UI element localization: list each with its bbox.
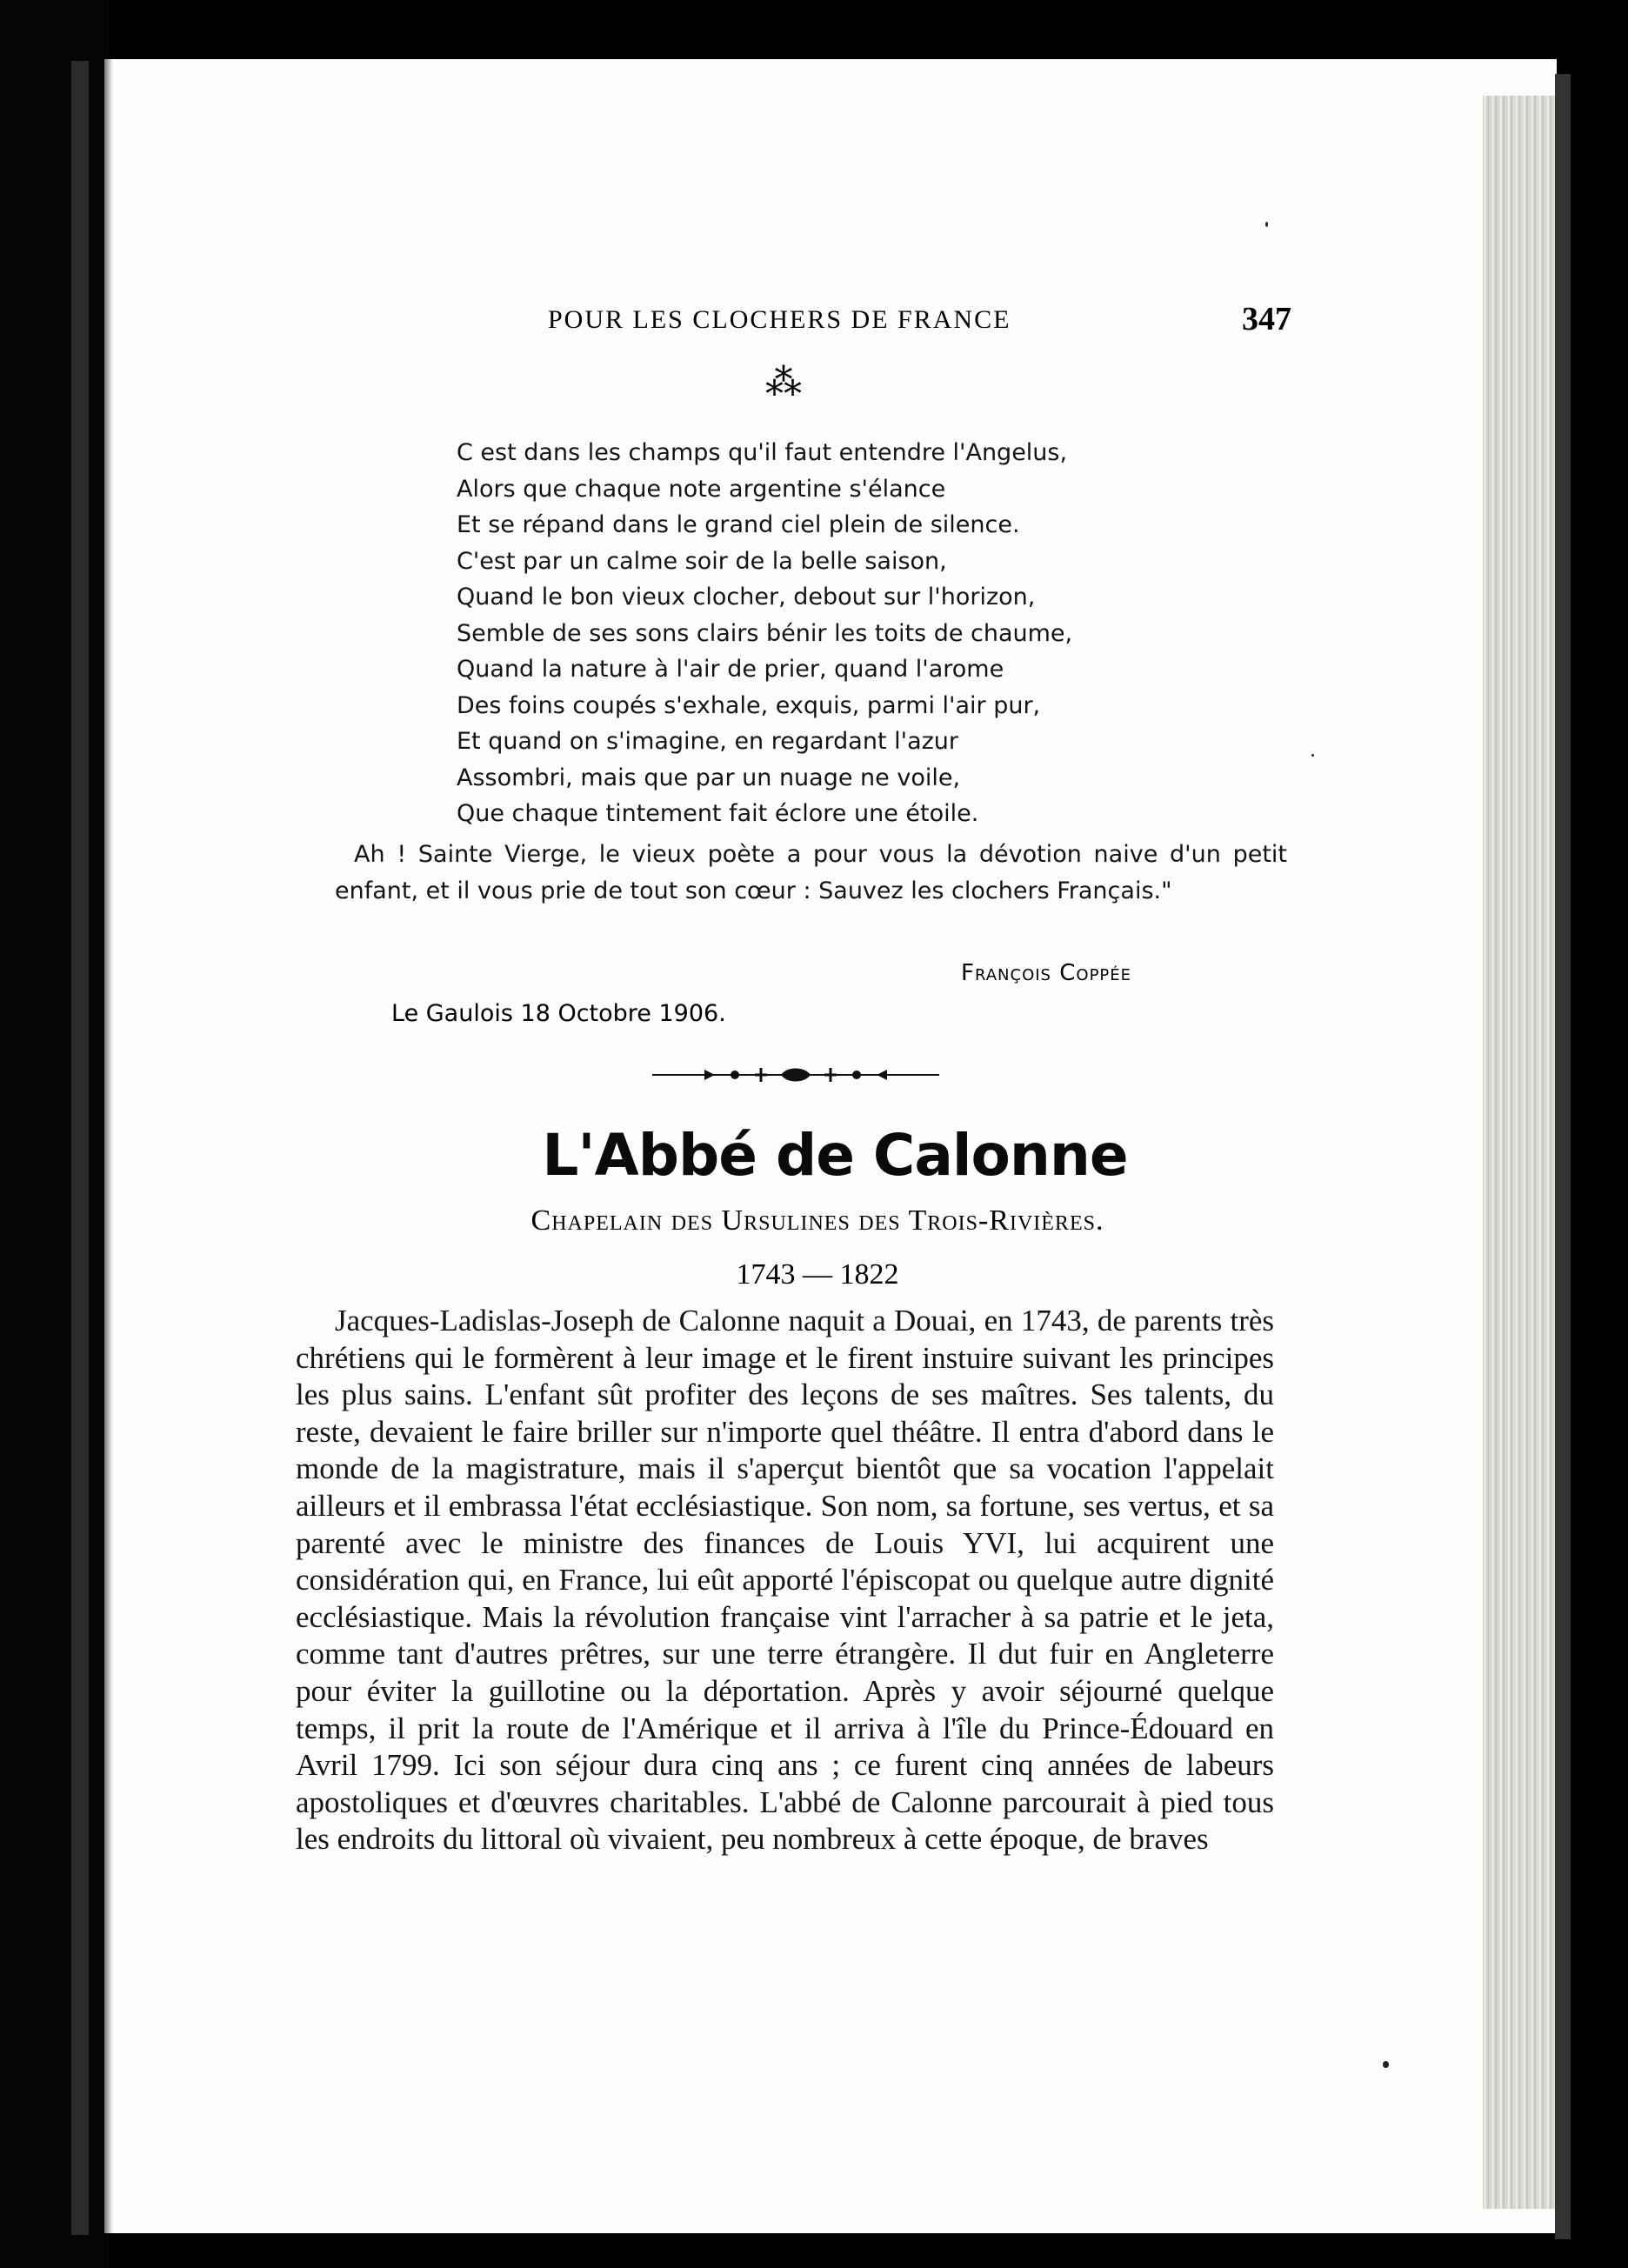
asterism-icon: ⁂ <box>765 364 798 404</box>
page-number: 347 <box>1242 301 1291 337</box>
page-stack-edges <box>1483 96 1561 2209</box>
decorative-rule-ornament-icon <box>652 1063 939 1087</box>
poem-line: Semble de ses sons clairs bénir les toits de chaume, <box>457 619 1073 647</box>
scan-speck <box>1311 754 1314 757</box>
poem-line: C est dans les champs qu'il faut entendre l'Angelus, <box>457 439 1068 466</box>
article-body: Jacques-Ladislas-Joseph de Calonne naquit a Douai, en 1743, de parents très chrétiens qui le formèrent à leur image et le firent instuire suivant les principes les plus sains. L'enfant sût profiter des leçons de ses maîtres. Ses talents, du reste, devaient le faire briller sur n'importe quel théâtre. Il entra d'abord dans le monde de la magistrature, mais il s'aperçut bientôt que sa vocation l'appelait ailleurs et il embrassa l'état ecclésiastique. Son nom, sa fortune, ses vertus, et sa parenté avec le ministre des finances de Louis YVI, lui acquirent une considération qui, en France, lui eût apporté l'épiscopat ou quelque autre dignité ecclésiastique. Mais la révolution française vint l'arracher à sa patrie et le jeta, comme tant d'autres prêtres, sur une terre étrangère. Il dut fuir en Angleterre pour éviter la guillotine ou la déportation. Après y avoir séjourné quelque temps, il prit la route de l'Amérique et il arriva à l'île du Prince-Édouard en Avril 1799. Ici son séjour dura cinq ans ; ce furent cinq années de labeurs apostoliques et d'œuvres charitables. L'abbé de Calonne parcourait à pied tous les endroits du littoral où vivaient, peu nombreux à cette époque, de braves <box>296 1304 1274 1857</box>
poem-line: Que chaque tintement fait éclore une étoile. <box>457 800 979 827</box>
poem-line: Assombri, mais que par un nuage ne voile, <box>457 764 961 791</box>
prose-paragraph: Ah ! Sainte Vierge, le vieux poète a pour vous la dévotion naive d'un petit enfant, et il vous prie de tout son cœur : Sauvez les clochers Français." <box>335 841 1287 904</box>
article-title: L'Abbé de Calonne <box>542 1122 1128 1189</box>
running-head <box>535 300 1291 352</box>
gutter-shadow <box>104 59 113 2233</box>
author-signature: François Coppée <box>961 960 1132 986</box>
scan-speck <box>1265 222 1268 227</box>
facing-page-edge <box>71 61 89 2235</box>
poem-line: Quand le bon vieux clocher, debout sur l'horizon, <box>457 584 1036 610</box>
scan-speck <box>1383 2061 1389 2068</box>
article-subtitle: Chapelain des Ursulines des Trois-Rivières. <box>530 1204 1104 1237</box>
poem-line: Et se répand dans le grand ciel plein de silence. <box>457 511 1020 538</box>
source-citation: Le Gaulois 18 Octobre 1906. <box>391 1000 726 1027</box>
poem <box>457 435 1170 832</box>
scan-background <box>0 0 109 2268</box>
poem-line: Alors que chaque note argentine s'élance <box>457 475 946 503</box>
page-edge-shadow <box>1555 74 1571 2239</box>
poem-line: Des foins coupés s'exhale, exquis, parmi l'air pur, <box>457 691 1041 719</box>
poem-line: C'est par un calme soir de la belle saison, <box>457 547 947 575</box>
poem-line: Quand la nature à l'air de prier, quand l'arome <box>457 656 1004 683</box>
article-dates: 1743 — 1822 <box>736 1258 899 1291</box>
poem-line: Et quand on s'imagine, en regardant l'azur <box>457 728 958 755</box>
running-title: POUR LES CLOCHERS DE FRANCE <box>548 305 1011 334</box>
